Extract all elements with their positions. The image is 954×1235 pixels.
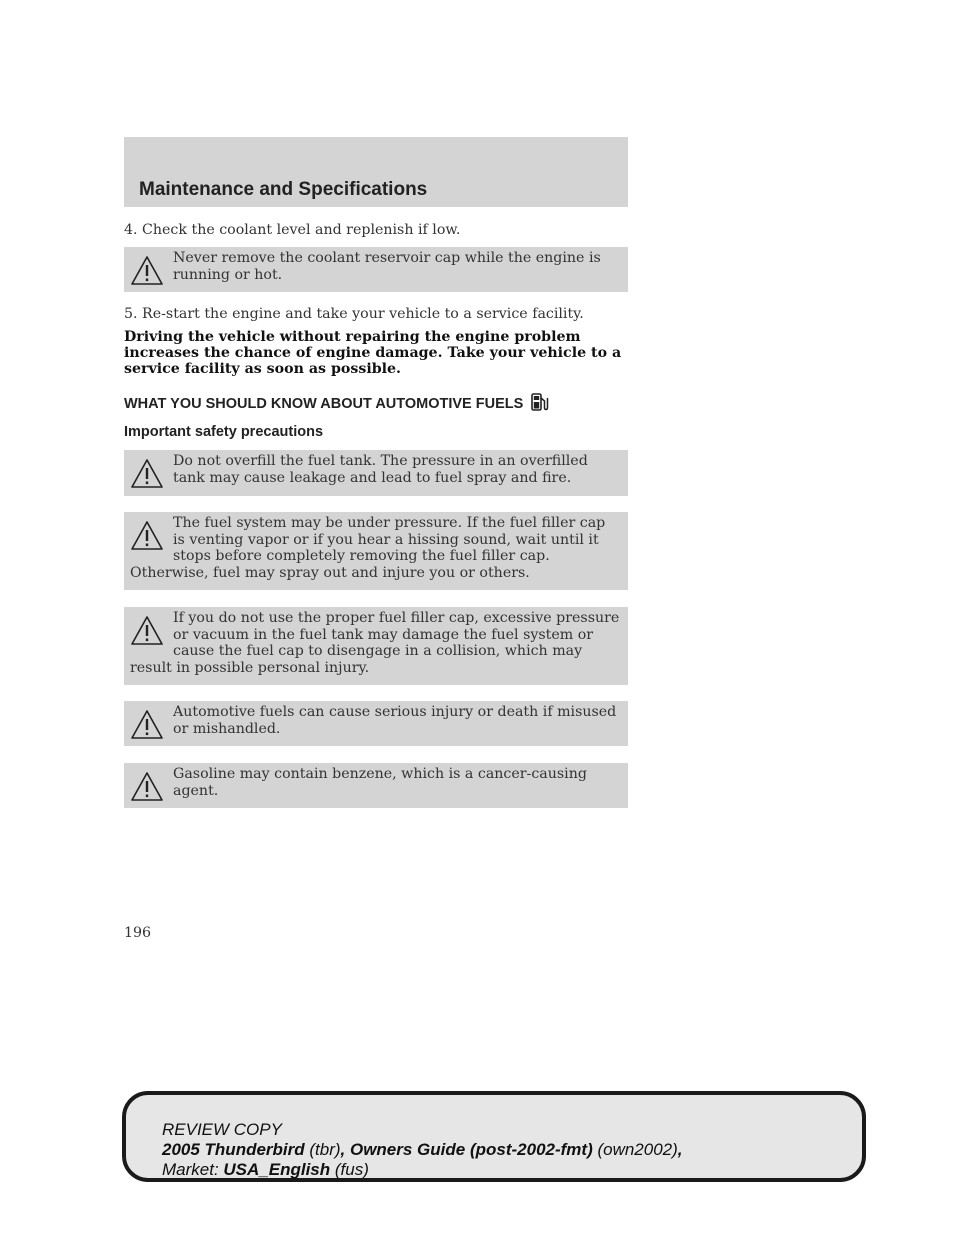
review-copy-label: REVIEW COPY — [162, 1120, 282, 1139]
footer-guide: , Owners Guide (post-2002-fmt) — [340, 1140, 593, 1159]
warning-box-injury — [124, 701, 628, 746]
warning-triangle-icon — [130, 615, 164, 647]
bold-caution-note: Driving the vehicle without repairing the engine problem increases the chance of engine damage. Take your vehicle to a service facility as soon as possible. — [124, 329, 622, 377]
fuels-section-heading — [124, 392, 628, 412]
warning-text: If you do not use the proper fuel filler cap, excessive pressure or vacuum in the fuel tank may damage the fuel system or cause the fuel cap to disengage in a collision, which may result in possible personal injury. — [130, 610, 620, 676]
footer-market-code: (fus) — [330, 1160, 369, 1179]
footer-market-label: Market: — [162, 1160, 224, 1179]
warning-text: Never remove the coolant reservoir cap while the engine is running or hot. — [173, 250, 601, 283]
review-copy-footer — [122, 1091, 866, 1182]
warning-triangle-icon — [130, 520, 164, 552]
step-4-text: 4. Check the coolant level and replenish if low. — [124, 222, 461, 238]
page-number: 196 — [124, 925, 152, 941]
warning-text: The fuel system may be under pressure. If the fuel filler cap is venting vapor or if you hear a hissing sound, wait until it stops before completely removing the fuel filler cap. Otherwise, fuel may spray out and injure you or others. — [130, 515, 606, 581]
footer-comma: , — [677, 1140, 683, 1159]
warning-triangle-icon — [130, 255, 164, 287]
footer-guide-code: (own2002) — [592, 1140, 678, 1159]
footer-text — [162, 1120, 683, 1180]
warning-box-overfill — [124, 450, 628, 496]
warning-text: Do not overfill the fuel tank. The pressure in an overfilled tank may cause leakage and lead to fuel spray and fire. — [173, 453, 588, 486]
warning-box-coolant — [124, 247, 628, 292]
footer-market: USA_English — [223, 1160, 331, 1179]
warning-text: Gasoline may contain benzene, which is a cancer-causing agent. — [173, 766, 587, 799]
warning-box-benzene — [124, 763, 628, 808]
step-5-text: 5. Re-start the engine and take your vehicle to a service facility. — [124, 306, 584, 322]
fuel-pump-icon — [530, 392, 550, 412]
warning-box-pressure — [124, 512, 628, 590]
warning-box-filler-cap — [124, 607, 628, 685]
safety-precautions-subheading: Important safety precautions — [124, 424, 324, 440]
warning-text: Automotive fuels can cause serious injury or death if misused or mishandled. — [173, 704, 617, 737]
warning-triangle-icon — [130, 771, 164, 803]
fuels-heading-text: WHAT YOU SHOULD KNOW ABOUT AUTOMOTIVE FUELS — [124, 396, 524, 412]
section-header-band — [124, 137, 628, 207]
warning-triangle-icon — [130, 458, 164, 490]
section-title: Maintenance and Specifications — [139, 179, 428, 200]
footer-model: 2005 Thunderbird — [162, 1140, 305, 1159]
footer-model-code: (tbr) — [304, 1140, 341, 1159]
warning-triangle-icon — [130, 709, 164, 741]
